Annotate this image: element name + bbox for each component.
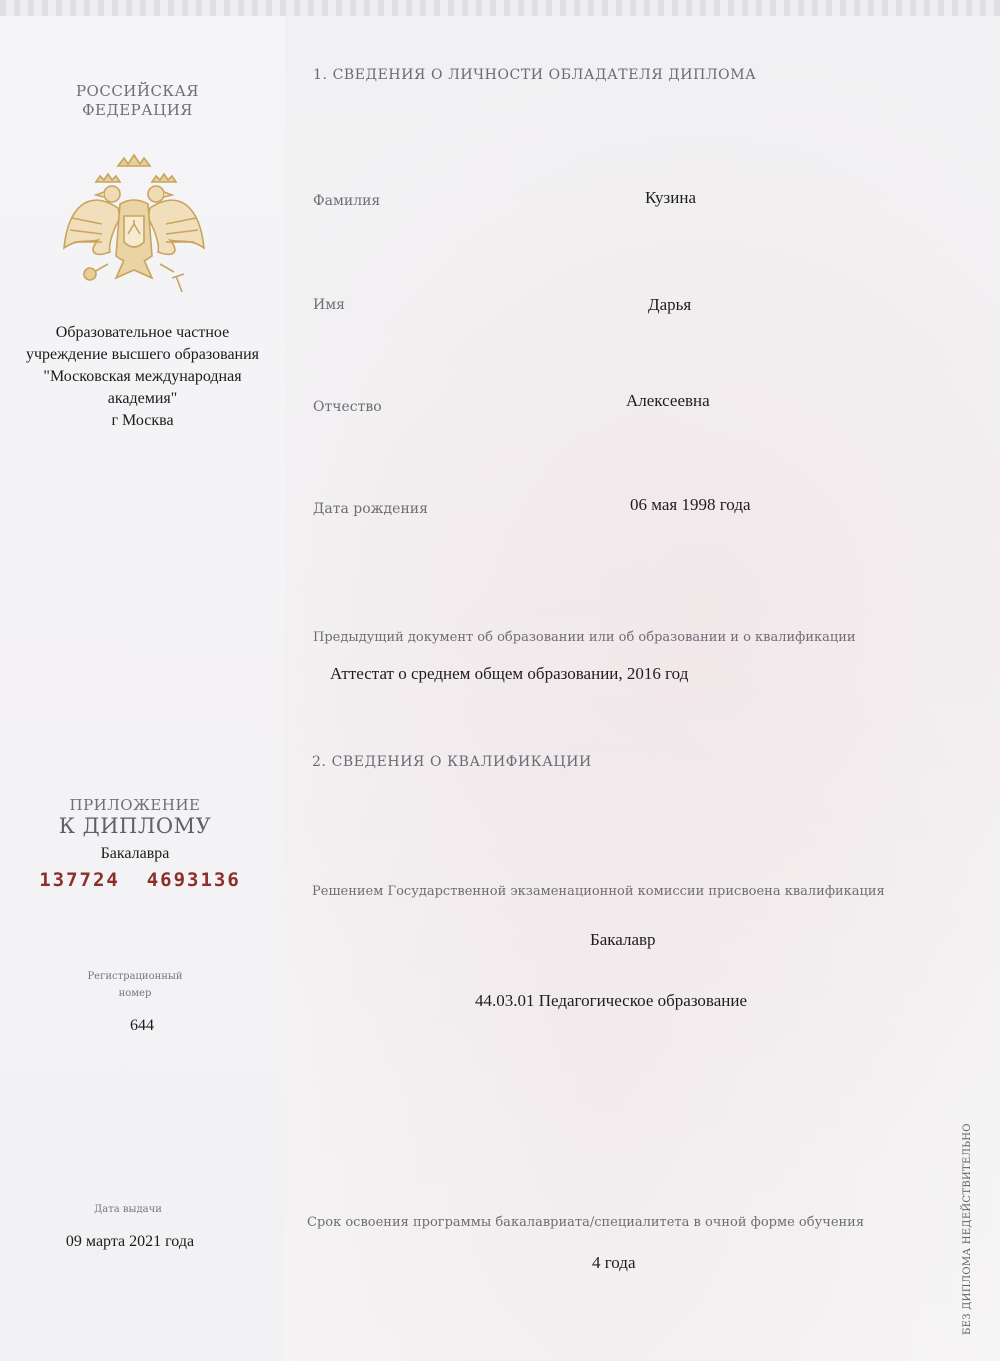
patronymic-value: Алексеевна: [626, 391, 710, 410]
institution-line: учреждение высшего образования: [25, 346, 260, 363]
surname-value: Кузина: [645, 188, 697, 207]
previous-document-value: Аттестат о среднем общем образовании, 2016 год: [330, 664, 689, 683]
institution-line: г Москва: [111, 412, 174, 429]
qualification-value: Бакалавр: [590, 930, 656, 949]
registration-label-line: номер: [118, 988, 152, 999]
study-duration-value: 4 года: [592, 1253, 636, 1272]
country-line: РОССИЙСКАЯ: [75, 82, 200, 100]
institution-line: Образовательное частное: [55, 324, 230, 341]
qualification-decision-label: Решением Государственной экзаменационной комиссии присвоена квалификация: [312, 884, 885, 899]
appendix-subtitle: К ДИПЛОМУ: [58, 814, 212, 838]
name-value: Дарья: [648, 295, 692, 314]
section-2-title: 2. СВЕДЕНИЯ О КВАЛИФИКАЦИИ: [312, 754, 592, 770]
institution-name: [0, 322, 285, 432]
patronymic-label: Отчество: [313, 399, 382, 415]
serial-number: 137724 4693136: [39, 869, 241, 891]
degree-word: Бакалавра: [100, 845, 170, 862]
study-duration-label: Срок освоения программы бакалавриата/специалитета в очной форме обучения: [307, 1215, 865, 1230]
appendix-title: ПРИЛОЖЕНИЕ: [69, 796, 201, 814]
surname-label: Фамилия: [313, 193, 381, 209]
dob-value: 06 мая 1998 года: [630, 495, 751, 514]
institution-line: академия": [107, 390, 178, 407]
decorative-border: [0, 0, 1000, 16]
validity-note: БЕЗ ДИПЛОМА НЕДЕЙСТВИТЕЛЬНО: [962, 1123, 973, 1335]
section-1-title: 1. СВЕДЕНИЯ О ЛИЧНОСТИ ОБЛАДАТЕЛЯ ДИПЛОМА: [313, 67, 757, 83]
dob-label: Дата рождения: [313, 501, 428, 517]
institution-line: "Московская международная: [43, 368, 242, 385]
name-label: Имя: [313, 297, 345, 313]
program-value: 44.03.01 Педагогическое образование: [475, 991, 748, 1010]
registration-label: [35, 968, 235, 1002]
issue-date-label: Дата выдачи: [94, 1204, 162, 1215]
registration-label-line: Регистрационный: [87, 971, 183, 982]
registration-number: 644: [130, 1017, 154, 1034]
previous-document-label: Предыдущий документ об образовании или об образовании и о квалификации: [313, 630, 856, 645]
country-name: [40, 82, 235, 120]
country-line: ФЕДЕРАЦИЯ: [82, 101, 193, 119]
coat-of-arms-emblem: [58, 148, 210, 298]
issue-date: 09 марта 2021 года: [65, 1233, 195, 1250]
